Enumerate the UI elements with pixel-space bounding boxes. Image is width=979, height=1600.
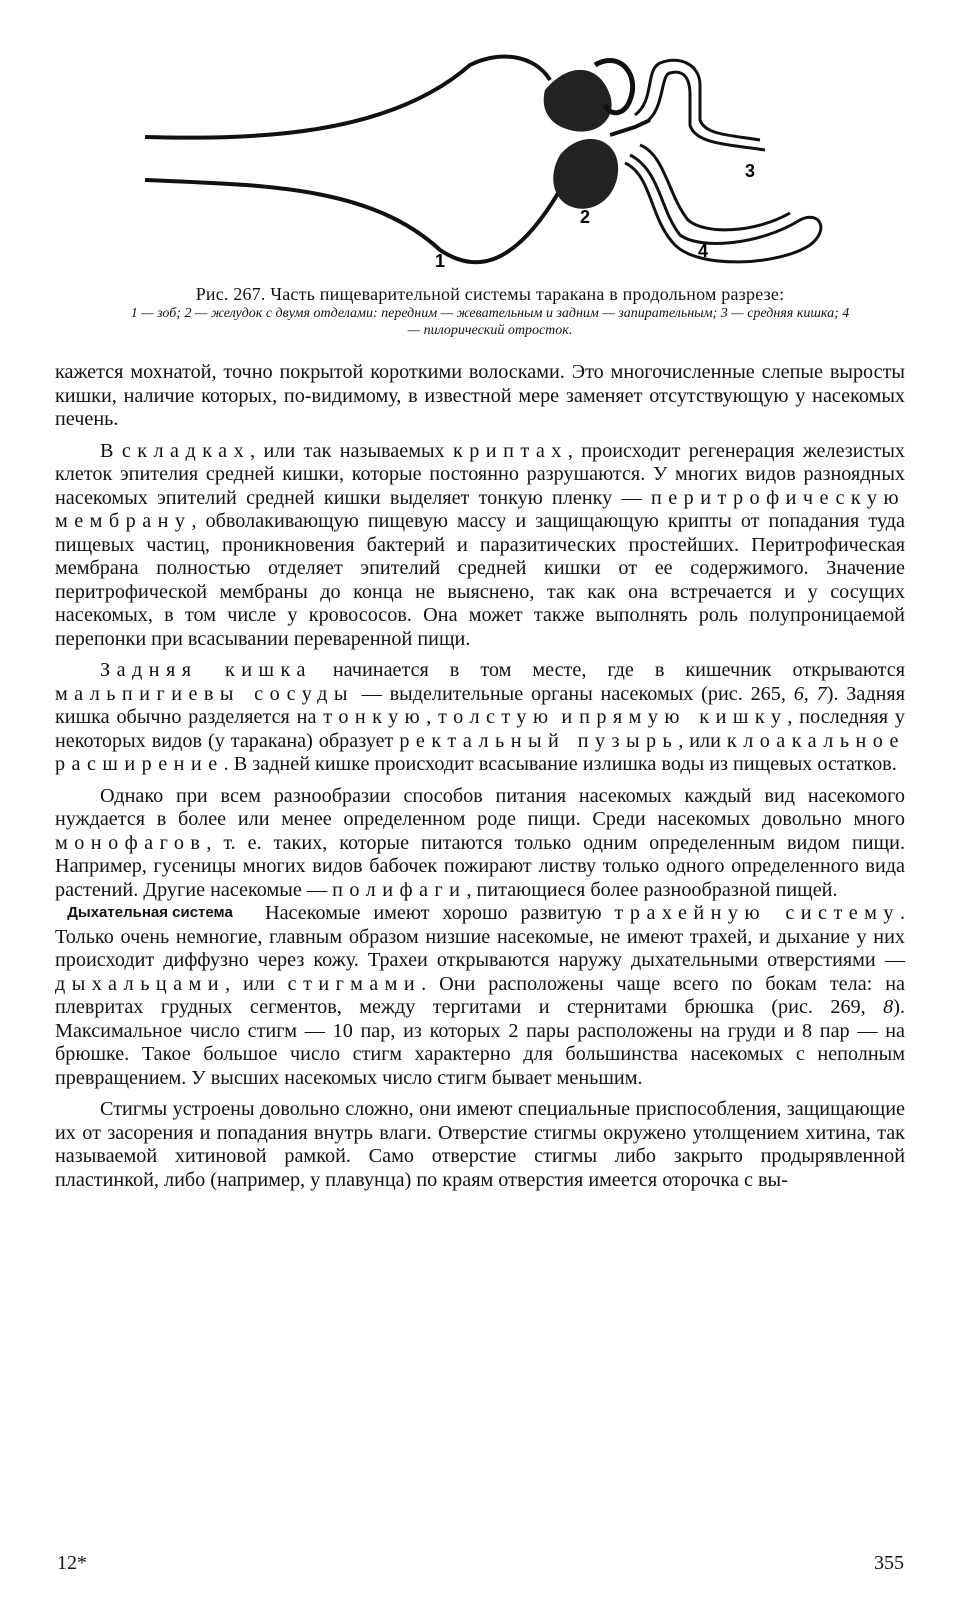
- page-number: 355: [874, 1552, 904, 1574]
- text-span: , последняя у некоторых видов (у таракана) образует: [55, 706, 906, 752]
- spaced-term: ректальный пузырь: [399, 729, 679, 752]
- text-span: . Только очень немногие, главным образом низшие насекомые, не имеют трахей, и дыхание у них происходит диффузно через кожу. Трахеи открываются наружу дыхательными отверстиями —: [55, 902, 905, 971]
- digestive-system-figure: [140, 45, 840, 275]
- text-span: В: [100, 439, 122, 462]
- spaced-term: дыхальцами: [55, 972, 226, 995]
- text-span: , или: [225, 972, 288, 995]
- side-heading: Дыхательная система: [67, 904, 233, 921]
- caption-title: Рис. 267. Часть пищеварительной системы таракана в продольном разрезе:: [195, 284, 785, 304]
- spaced-term: Задняя кишка: [100, 659, 312, 681]
- text-span: , происходит регенерация железистых клеток эпителия средней кишки, которые постоянно разрушаются. У многих видов разноядных насекомых эпителий средней кишки выделяет тонкую пленку —: [55, 439, 906, 509]
- figure-caption: [100, 283, 880, 339]
- paragraph-text: кажется мохнатой, точно покрытой короткими волосками. Это многочисленные слепые выросты кишки, наличие которых, по-видимому, в известной мере заменяет отсутствующую у насекомых печень.: [55, 361, 905, 430]
- figure-drawing: [140, 45, 840, 275]
- caption-description: 1 — зоб; 2 — желудок с двумя отделами: передним — жевательным и задним — запирательным; 3 — средняя кишка; 4 — пилорический отросток.: [130, 306, 850, 338]
- figure-reference: 8: [883, 996, 894, 1018]
- paragraph: [55, 659, 905, 777]
- text-span: , обволакивающую пищевую массу и защищающую крипты от попадания туда пищевых частиц, проникновения бактерий и паразитических простейших. Перитрофическая мембрана полностью отделяет эпителий средней кишки от ее содержимого. Значение перитрофической мембраны до конца не выяснено, так как она встречается и у сосущих насекомых, в том числе у кровососов. Она может также выполнять роль полупроницаемой перепонки при всасывании переваренной пищи.: [55, 510, 905, 650]
- paragraph: [55, 785, 905, 903]
- text-span: Однако при всем разнообразии способов питания насекомых каждый вид насекомого нуждается в более или менее определенном роде пищи. Среди насекомых довольно много: [55, 784, 905, 830]
- spaced-term: тонкую: [323, 706, 427, 728]
- text-span: . В задней кишке происходит всасывание излишка воды из пищевых остатков.: [223, 753, 897, 775]
- text-span: Насекомые имеют хорошо развитую: [265, 902, 615, 924]
- figure-reference: 6, 7: [793, 682, 827, 705]
- spaced-term: полифаги: [332, 878, 467, 901]
- figure-label-4: 4: [698, 241, 709, 261]
- section-respiratory: [55, 902, 905, 1090]
- paragraph: [55, 440, 905, 652]
- text-span: ,: [426, 706, 439, 728]
- text-span: ). Максимальное число стигм — 10 пар, из которых 2 пары расположены на груди и 8 пар — на брюшке. Такое большое число стигм характерно для большинства насекомых с неполным превращением. У высших насекомых число стигм бывает меньшим.: [55, 996, 905, 1089]
- spaced-term: трахейную систему: [614, 902, 900, 924]
- text-span: , или: [678, 729, 727, 752]
- text-span: , или так называемых: [250, 439, 453, 462]
- text-span: — выделительные органы насекомых (рис. 265,: [353, 682, 794, 705]
- paragraph: [55, 902, 905, 1090]
- spaced-term: монофагов: [55, 831, 207, 854]
- signature-mark: 12*: [57, 1552, 87, 1574]
- figure-label-3: 3: [745, 161, 756, 181]
- text-span: , т. е. таких, которые питаются только одним определенным видом пищи. Например, гусеницы многих видов бабочек пожирают листву только одного определенного вида растений. Другие насекомые —: [55, 831, 905, 901]
- text-span: ). Задняя кишка обычно разделяется на: [55, 682, 905, 728]
- paragraph-text: Стигмы устроены довольно сложно, они имеют специальные приспособления, защищающие их от засорения и попадания внутрь влаги. Отверстие стигмы окружено утолщением хитина, так называемой хитиновой рамкой. Само отверстие стигмы либо закрыто продырявленной пластинкой, либо (например, у плавунца) по краям отверстия имеется оторочка с вы-: [55, 1098, 905, 1191]
- paragraph: [55, 1098, 905, 1192]
- text-span: , питающиеся более разнообразной пищей.: [466, 878, 838, 901]
- figure-label-1: 1: [435, 251, 446, 271]
- text-span: начинается в том месте, где в кишечник открываются: [311, 659, 905, 681]
- paragraph: [55, 361, 905, 432]
- spaced-term: складках: [121, 439, 251, 462]
- spaced-term: клоакальное расширение: [55, 729, 905, 775]
- figure-label-2: 2: [580, 207, 591, 227]
- body-text: [55, 361, 905, 1192]
- spaced-term: стигмами: [287, 972, 422, 995]
- text-span: и: [554, 706, 580, 728]
- spaced-term: криптах: [452, 439, 568, 462]
- spaced-term: толстую: [438, 706, 555, 728]
- spaced-term: мальпигиевы сосуды: [55, 682, 354, 705]
- spaced-term: прямую кишку: [579, 706, 788, 728]
- text-span: . Они расположены чаще всего по бокам тела: на плевритах грудных сегментов, между тергитами и стернитами брюшка (рис. 269,: [55, 972, 905, 1018]
- spaced-term: перитрофическую мембрану: [55, 486, 905, 532]
